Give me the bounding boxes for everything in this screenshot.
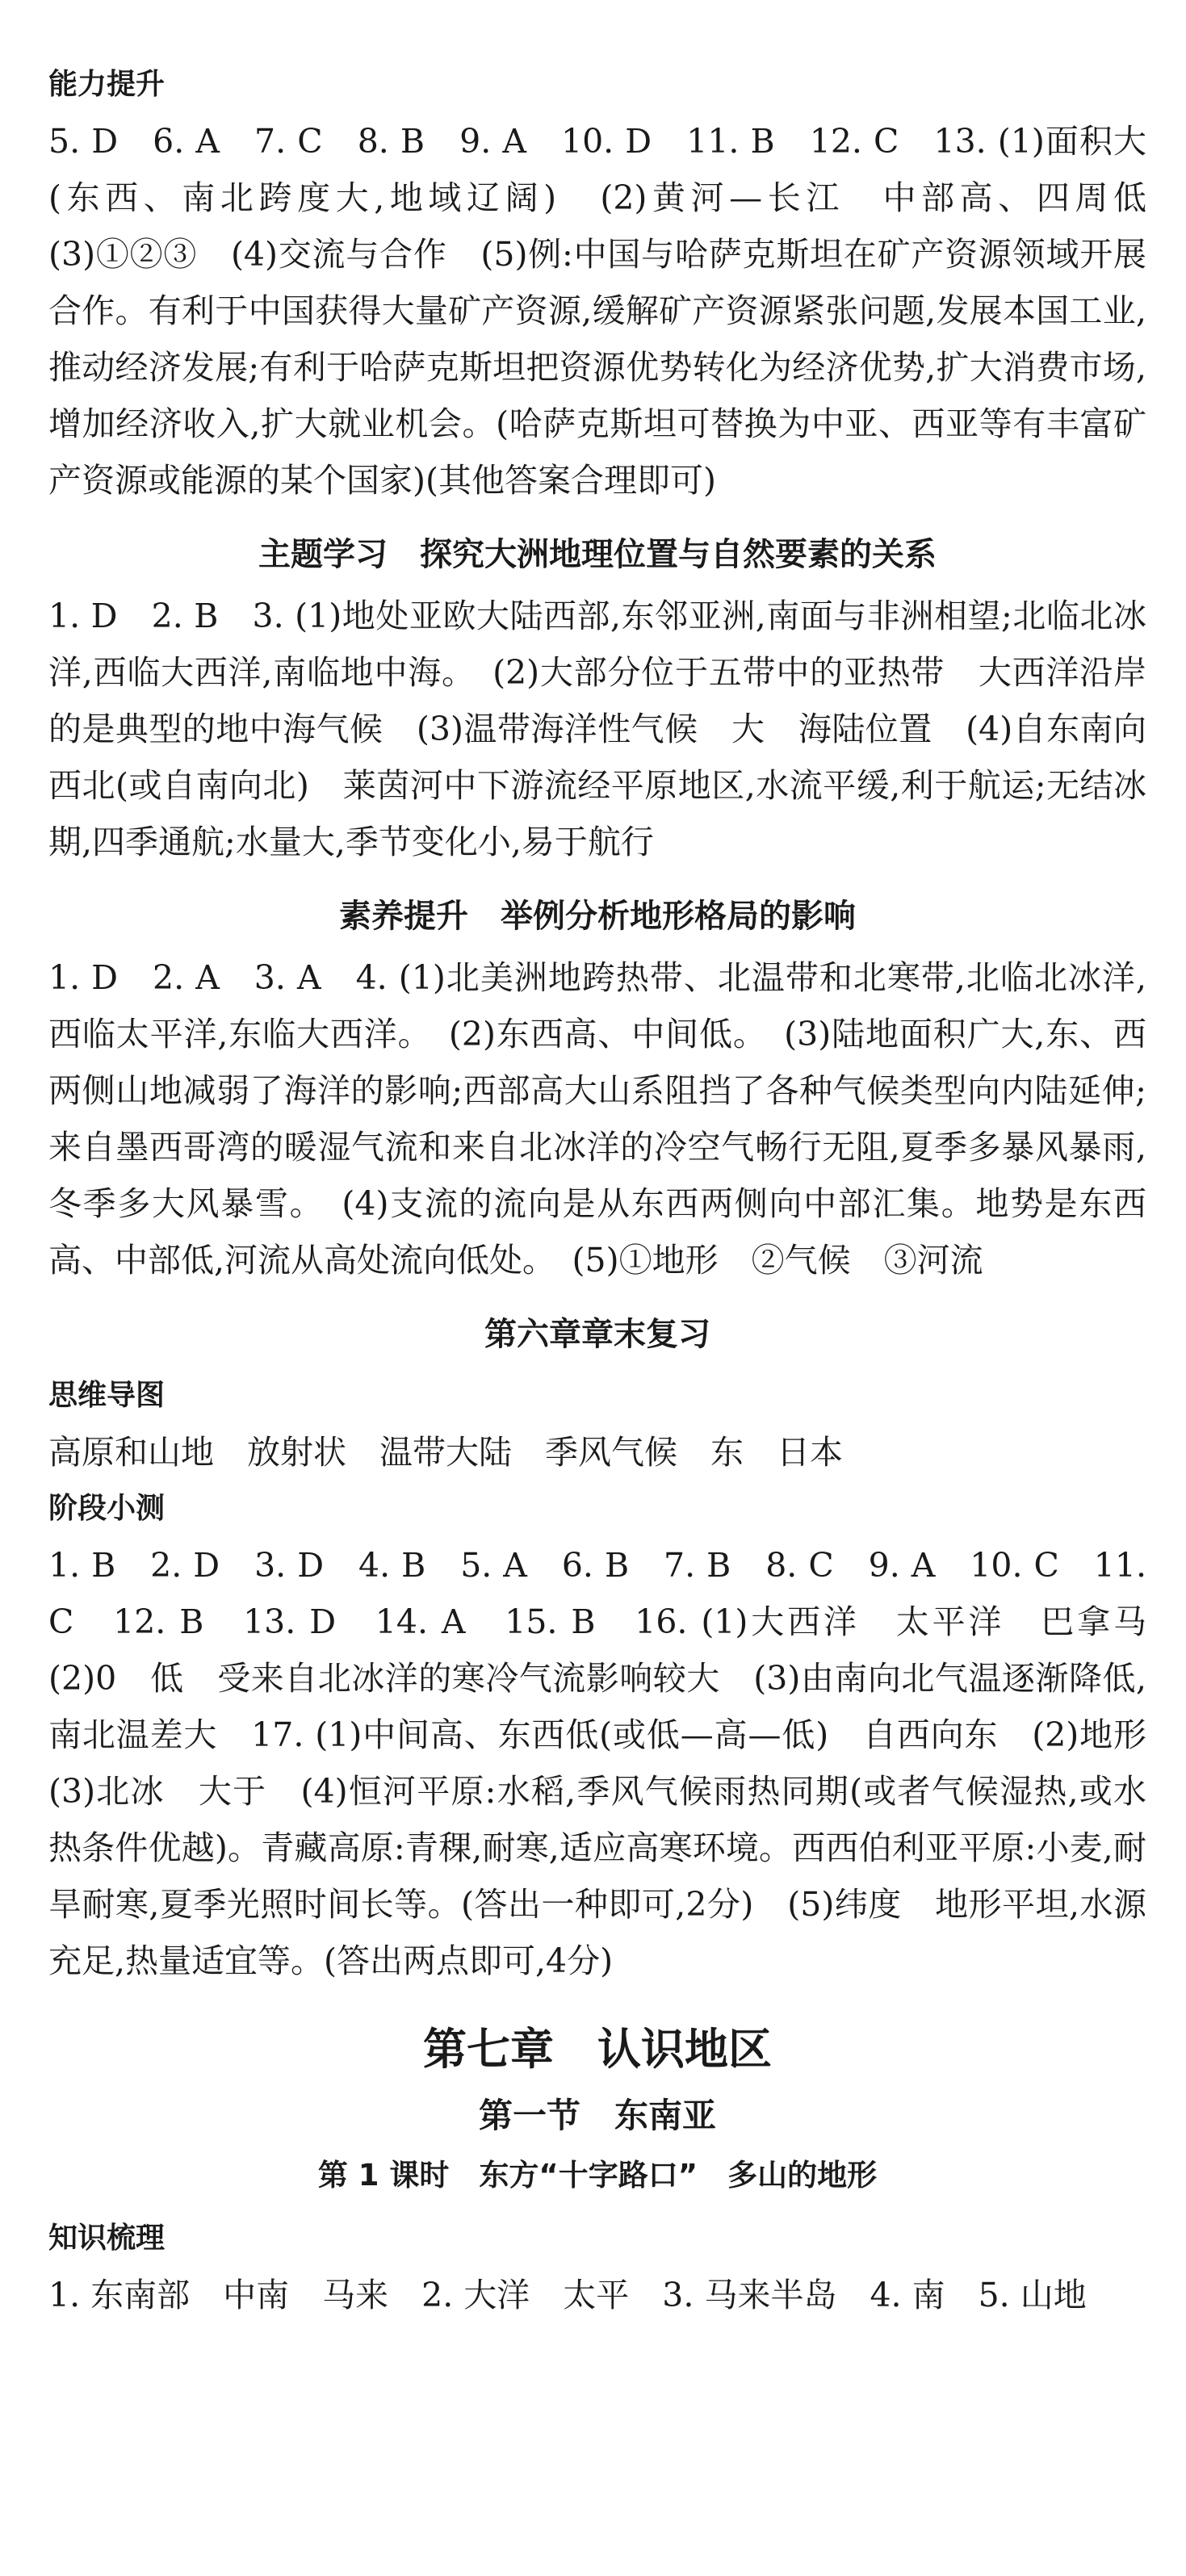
theme-title: 主题学习 探究大洲地理位置与自然要素的关系 (258, 536, 937, 573)
literacy-answers: 1. D 2. A 3. A 4. (1)北美洲地跨热带、北温带和北寒带,北临北冰洋,西临太平洋,东临大西洋。 (2)东西高、中间低。 (3)陆地面积广大,东、西两侧山地减弱了海洋的影响;西部高大山系阻挡了各种气候类型向内陆延伸;来自墨西哥湾的暖湿气流和来自北冰洋的冷空气畅行无阻,夏季多暴风暴雨,冬季多大风暴雪。 (4)支流的流向是从东西两侧向中部汇集。地势是东西高、中部低,河流从高处流向低处。 (5)①地形 ②气候 ③河流 (48, 958, 1146, 1280)
mindmap-answers: 高原和山地 放射状 温带大陆 季风气候 东 日本 (48, 1433, 843, 1472)
knowledge-label: 知识梳理 (48, 2222, 166, 2255)
answer-page (48, 57, 1180, 2323)
chapter7-section (48, 2013, 1146, 2323)
lesson-title: 第 1 课时 东方“十字路口” 多山的地形 (317, 2158, 878, 2193)
literacy-section (48, 888, 1146, 1288)
review-section (48, 1306, 1180, 1989)
ability-answers: 5. D 6. A 7. C 8. B 9. A 10. D 11. B 12. C 13. (1)面积大(东西、南北跨度大,地域辽阔) (2)黄河—长江 中部高、四周低 (3)①②③ (4)交流与合作 (5)例:中国与哈萨克斯坦在矿产资源领域开展合作。有利于中国获得大量矿产资源,缓解矿产资源紧张问题,发展本国工业,推动经济发展;有利于哈萨克斯坦把资源优势转化为经济优势,扩大消费市场,增加经济收入,扩大就业机会。(哈萨克斯坦可替换为中亚、西亚等有丰富矿产资源或能源的某个国家)(其他答案合理即可) (48, 122, 1180, 500)
knowledge-answers: 1. 东南部 中南 马来 2. 大洋 太平 3. 马来半岛 4. 南 5. 山地 (48, 2276, 1087, 2314)
chapter-title: 第七章 认识地区 (423, 2024, 772, 2075)
review-title: 第六章章末复习 (484, 1316, 710, 1353)
test-label: 阶段小测 (48, 1492, 166, 1525)
literacy-title: 素养提升 举例分析地形格局的影响 (339, 898, 856, 935)
node-title: 第一节 东南亚 (478, 2096, 716, 2135)
mindmap-label: 思维导图 (48, 1379, 166, 1412)
theme-answers: 1. D 2. B 3. (1)地处亚欧大陆西部,东邻亚洲,南面与非洲相望;北临北冰洋,西临大西洋,南临地中海。 (2)大部分位于五带中的亚热带 大西洋沿岸的是典型的地中海气候 (3)温带海洋性气候 大 海陆位置 (4)自东南向西北(或自南向北) 莱茵河中下游流经平原地区,水流平缓,利于航运;无结冰期,四季通航;水量大,季节变化小,易于航行 (48, 597, 1146, 861)
test-answers: 1. B 2. D 3. D 4. B 5. A 6. B 7. B 8. C 9. A 10. C 11. C 12. B 13. D 14. A 15. B 16. (1)大西洋 太平洋 巴拿马 (2)0 低 受来自北冰洋的寒冷气流影响较大 (3)由南向北气温逐渐降低,南北温差大 17. (1)中间高、东西低(或低—高—低) 自西向东 (2)地形 (3)北冰 大于 (4)恒河平原:水稻,季风气候雨热同期(或者气候湿热,或水热条件优越)。青藏高原:青稞,耐寒,适应高寒环境。西西伯利亚平原:小麦,耐旱耐寒,夏季光照时间长等。(答出一种即可,2分) (5)纬度 地形平坦,水源充足,热量适宜等。(答出两点即可,4分) (48, 1546, 1180, 1980)
ability-label: 能力提升 (48, 68, 166, 101)
theme-section (48, 526, 1146, 870)
ability-section (48, 57, 1180, 509)
